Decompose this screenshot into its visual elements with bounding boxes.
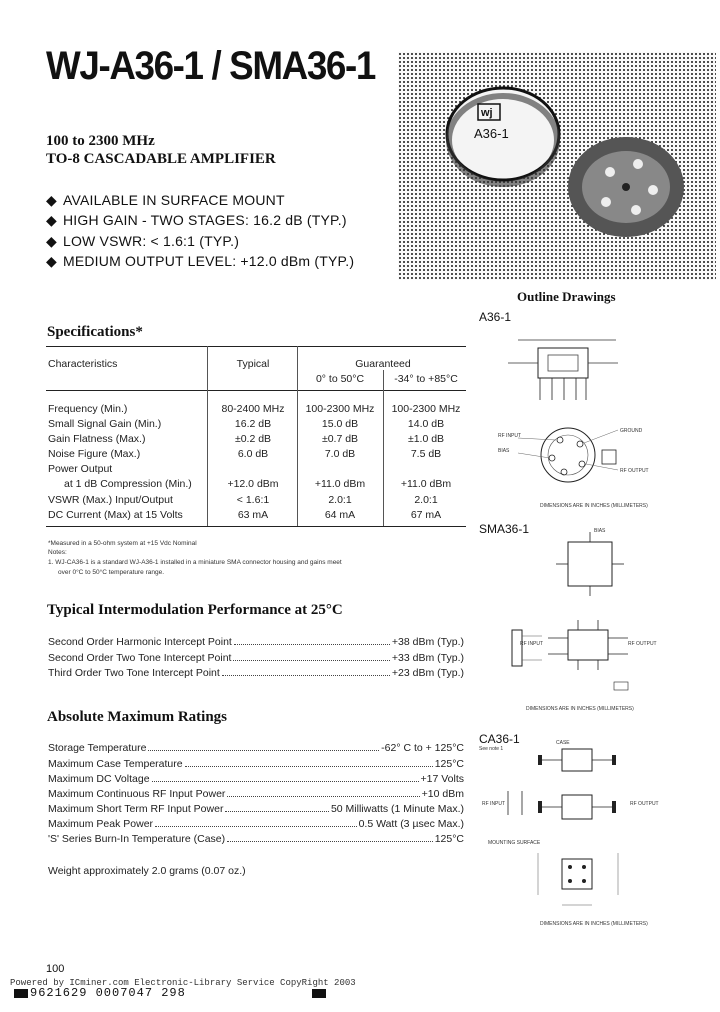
amplifier-subtitle: TO-8 CASCADABLE AMPLIFIER	[46, 151, 276, 167]
a36-outline-drawing	[478, 310, 714, 520]
ca36-pin-case: CASE	[556, 740, 570, 746]
sma36-pin-rf-output: RF OUTPUT	[628, 641, 657, 647]
a36-pin-bias: BIAS	[498, 448, 510, 454]
a36-dimension-caption: DIMENSIONS ARE IN INCHES (MILLIMETERS)	[540, 503, 648, 509]
absmax-row: Maximum Peak Power 0.5 Watt (3 µsec Max.)	[48, 818, 464, 830]
sma36-outline-drawing	[478, 530, 714, 710]
spec-footnote: *Measured in a 50-ohm system at +15 Vdc Nominal	[48, 540, 197, 547]
product-title: WJ-A36-1 / SMA36-1	[46, 44, 375, 88]
powered-by-line: Powered by ICminer.com Electronic-Library Service CopyRight 2003	[10, 978, 356, 988]
col-header-guaranteed: Guaranteed	[355, 358, 411, 370]
ca36-outline-drawing	[478, 735, 714, 935]
absmax-row: Maximum DC Voltage +17 Volts	[48, 773, 464, 785]
note-text: over 0°C to 50°C temperature range.	[58, 569, 165, 576]
ca36-mounting-surface: MOUNTING SURFACE	[488, 840, 541, 846]
ca36-see-note: See note 1	[479, 746, 504, 752]
absmax-row: Storage Temperature -62° C to + 125°C	[48, 742, 464, 754]
ca36-label: CA36-1	[479, 732, 520, 746]
specifications-heading: Specifications*	[47, 324, 143, 340]
table-header-rule	[46, 390, 466, 391]
absmax-row: Maximum Continuous RF Input Power +10 dBm	[48, 788, 464, 800]
amplifier-photo-graphic	[398, 52, 716, 280]
sma36-pin-bias: BIAS	[594, 528, 606, 534]
photo-label: A36-1	[474, 126, 509, 141]
notes-label: Notes:	[48, 549, 67, 556]
col-header-range-2: -34° to +85°C	[394, 373, 458, 385]
ca36-dimension-caption: DIMENSIONS ARE IN INCHES (MILLIMETERS)	[540, 921, 648, 927]
table-bottom-rule	[46, 526, 466, 527]
frequency-subtitle: 100 to 2300 MHz	[46, 133, 155, 149]
ca36-pin-rf-output: RF OUTPUT	[630, 801, 659, 807]
a36-pin-rf-output: RF OUTPUT	[620, 468, 649, 474]
barcode-block	[312, 989, 326, 998]
weight-note: Weight approximately 2.0 grams (0.07 oz.)	[48, 865, 246, 877]
col-header-typical: Typical	[236, 358, 270, 370]
barcode-text: 9621629 0007047 298	[30, 986, 186, 1000]
intermod-row: Second Order Harmonic Intercept Point +38 dBm (Typ.)	[48, 636, 464, 648]
product-photo	[398, 52, 716, 280]
page-number: 100	[46, 963, 65, 975]
diamond-icon: ◆	[46, 253, 57, 269]
feature-bullet: ◆ LOW VSWR: < 1.6:1 (TYP.)	[46, 233, 240, 249]
intermod-row: Third Order Two Tone Intercept Point +23 dBm (Typ.)	[48, 667, 464, 679]
barcode-block	[14, 989, 28, 998]
intermod-heading: Typical Intermodulation Performance at 25°C	[47, 602, 343, 618]
a36-pin-rf-input: RF INPUT	[498, 433, 522, 439]
sma36-label: SMA36-1	[479, 522, 530, 536]
diamond-icon: ◆	[46, 192, 57, 208]
sma36-dimension-caption: DIMENSIONS ARE IN INCHES (MILLIMETERS)	[526, 706, 634, 712]
absmax-row: 'S' Series Burn-In Temperature (Case) 125°C	[48, 833, 464, 845]
absmax-row: Maximum Short Term RF Input Power 50 Milliwatts (1 Minute Max.)	[48, 803, 464, 815]
feature-bullet: ◆ AVAILABLE IN SURFACE MOUNT	[46, 192, 285, 208]
sma36-pin-rf-input: RF INPUT	[520, 641, 544, 647]
outline-heading: Outline Drawings	[517, 289, 616, 304]
absmax-heading: Absolute Maximum Ratings	[47, 709, 228, 725]
diamond-icon: ◆	[46, 212, 57, 228]
intermod-row: Second Order Two Tone Intercept Point +33 dBm (Typ.)	[48, 652, 464, 664]
absmax-row: Maximum Case Temperature 125°C	[48, 758, 464, 770]
col-header-characteristics: Characteristics	[48, 358, 118, 370]
col-header-range-1: 0° to 50°C	[315, 373, 365, 385]
photo-logo: wj	[481, 107, 493, 119]
diamond-icon: ◆	[46, 233, 57, 249]
feature-bullet: ◆ HIGH GAIN - TWO STAGES: 16.2 dB (TYP.)	[46, 212, 347, 228]
note-text: 1. WJ-CA36-1 is a standard WJ-A36-1 installed in a miniature SMA connector housing and gains meet	[48, 559, 342, 566]
ca36-pin-rf-input: RF INPUT	[482, 801, 506, 807]
a36-label: A36-1	[479, 310, 512, 324]
a36-pin-ground: GROUND	[620, 428, 643, 434]
table-top-rule	[46, 346, 466, 347]
feature-bullet: ◆ MEDIUM OUTPUT LEVEL: +12.0 dBm (TYP.)	[46, 253, 355, 269]
